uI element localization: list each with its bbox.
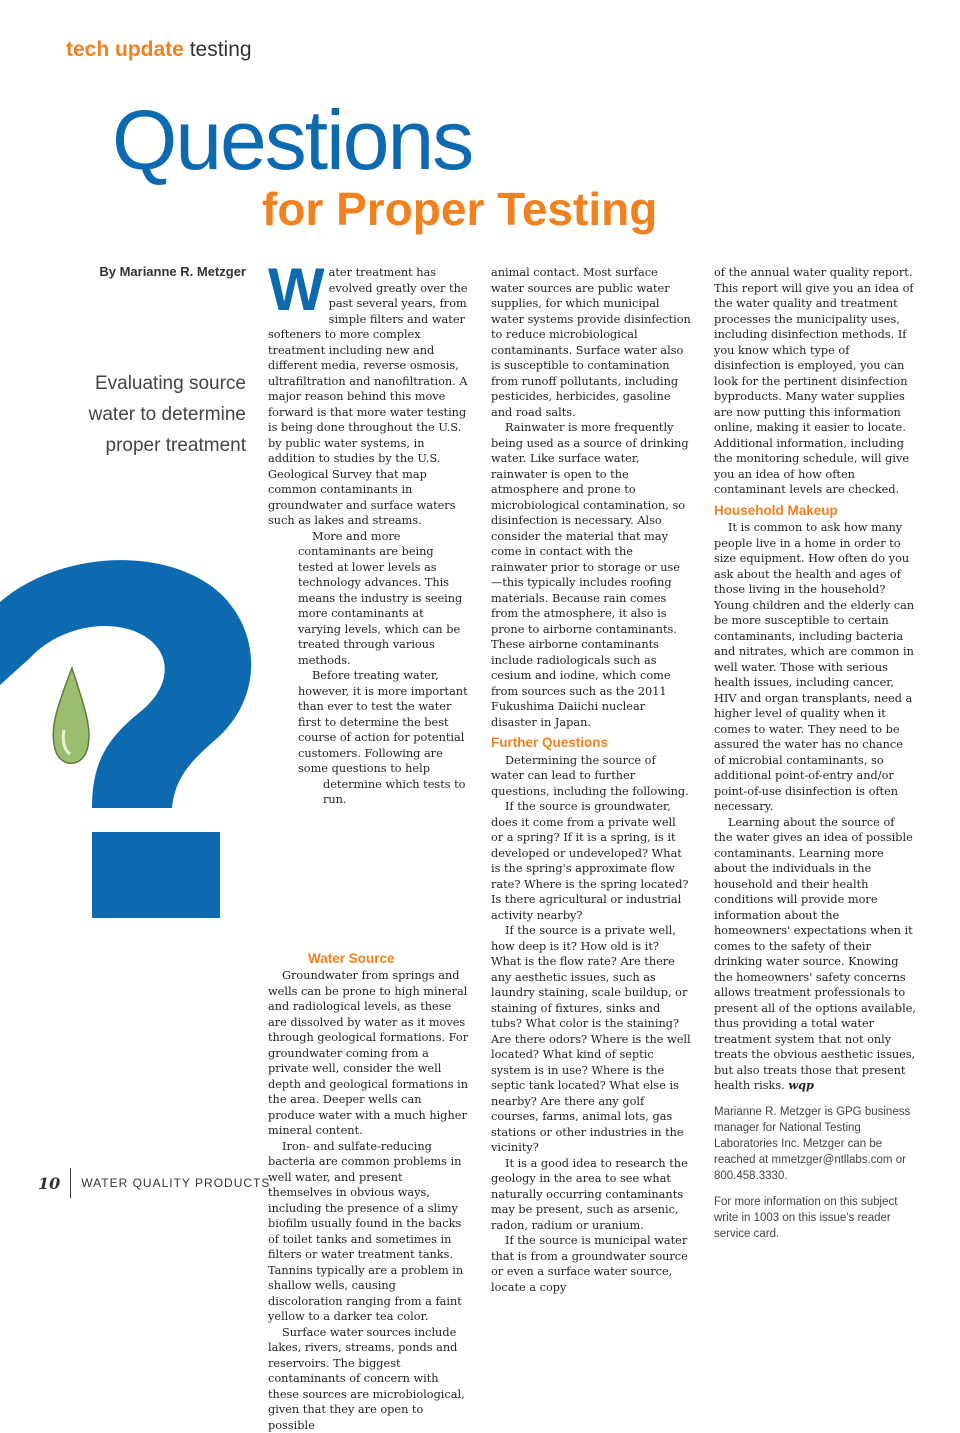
intro-paragraph: More and more contaminants are being tested at lower levels as technology advances. This means the industry is seeing more contaminants at varying levels, which can be treated through various methods.: [268, 529, 470, 669]
body-paragraph: If the source is a private well, how deep is it? How old is it? What is the flow rate? Are there any aesthetic issues, such as laundry staining, scale buildup, or staining of fixtures, sinks and tubs? What color is the staining? Are there odors? Where is the well located? What kind of septic system is in use? Where is the septic tank located? What else is nearby? Are there any golf courses, farms, animal lots, gas stations or other industries in the vicinity?: [491, 923, 691, 1156]
intro-paragraph: ater treatment has evolved greatly over the past several years, from simple filters and water softeners to more complex treatment including new and different media, reverse osmosis, ultrafiltration and nanofiltration. A major reason behind this move forward is that more water testing is being done throughout the U.S. by public water systems, in addition to studies by the U.S. Geological Survey that map common contaminants in groundwater and surface waters such as lakes and streams.: [268, 265, 470, 529]
magazine-name: WATER QUALITY PRODUCTS: [81, 1176, 270, 1190]
byline: By Marianne R. Metzger: [90, 264, 246, 279]
intro-paragraph: Before treating water, however, it is more important than ever to test the water first to determine the best course of action for potential customers. Following are some questions to help determine which tests to run.: [268, 668, 470, 808]
headline-main: Questions: [112, 98, 472, 182]
section-heading: Further Questions: [491, 735, 691, 751]
question-mark-water-drop-image: [0, 540, 260, 940]
section-kicker: [66, 38, 252, 62]
kicker-bold: tech update: [66, 38, 184, 61]
body-paragraph: Surface water sources include lakes, rivers, streams, ponds and reservoirs. The biggest contaminants of concern with these sources are microbiological, given that they are open to possible: [268, 1325, 470, 1433]
drop-cap: W: [268, 267, 325, 313]
article-column-3: [714, 265, 916, 1242]
body-paragraph: Groundwater from springs and wells can be prone to high mineral and radiological levels, as these are dissolved by water as it moves through geological formations. For groundwater coming from a private well, consider the well depth and geological formations in the area. Deeper wells can produce water with a much higher mineral content.: [268, 968, 470, 1139]
question-mark-dot: [92, 832, 220, 918]
question-mark-hook: [0, 560, 251, 808]
body-paragraph: Iron- and sulfate-reducing bacteria are common problems in well water, and present themselves in obvious ways, including the presence of a slimy biofilm usually found in the backs of toilet tanks and sometimes in filters or water treatment tanks. Tannins typically are a problem in shallow wells, causing discoloration ranging from a faint yellow to a darker tea color.: [268, 1139, 470, 1325]
author-bio: Marianne R. Metzger is GPG business manager for National Testing Laboratories Inc. Metzger can be reached at mmetzger@ntllabs.com or 800.458.3330.: [714, 1104, 916, 1184]
kicker-rest: testing: [184, 38, 252, 61]
body-text: Learning about the source of the water gives an idea of possible contaminants. Learning more about the individuals in the household and their health conditions will provide more information about the homeowners' expectations when it comes to the safety of their drinking water source. Knowing the homeowners' safety concerns allows treatment professionals to present all of the options available, thus providing a total water treatment system that not only treats the obvious aesthetic issues, but also treats those that present health risks.: [714, 816, 916, 1093]
article-column-2: [491, 265, 691, 1295]
body-paragraph: of the annual water quality report. This report will give you an idea of the water quality and treatment processes the municipality uses, including disinfection methods. If you know which type of disinfection is employed, you can look for the pertinent disinfection byproducts. Many water supplies are now putting this information online, making it easier to locate. Additional information, including the monitoring schedule, will give you an idea of how often contaminant levels are checked.: [714, 265, 916, 498]
body-paragraph: [714, 815, 916, 1094]
article-column-1: [268, 265, 470, 1433]
headline-sub: for Proper Testing: [262, 186, 657, 232]
page-number: 10: [38, 1174, 60, 1193]
body-paragraph: animal contact. Most surface water sources are public water supplies, for which municipal water systems provide disinfection to reduce microbiological contaminants. Surface water also is susceptible to contamination from runoff pollutants, including pesticides, herbicides, gasoline and road salts.: [491, 265, 691, 420]
body-paragraph: Rainwater is more frequently being used as a source of drinking water. Like surface water, rainwater is open to the atmosphere and prone to microbiological contamination, so disinfection is necessary. Also consider the material that may come in contact with the rainwater prior to storage or use—this typically includes roofing materials. Because rain comes from the atmosphere, it also is prone to airborne contaminants. These airborne contaminants include radiologicals such as cesium and iodine, which come from sources such as the 2011 Fukushima Daiichi nuclear disaster in Japan.: [491, 420, 691, 730]
body-paragraph: It is a good idea to research the geology in the area to see what naturally occurring contaminants may be present, such as arsenic, radon, radium or uranium.: [491, 1156, 691, 1234]
reader-service-note: For more information on this subject write in 1003 on this issue's reader service card.: [714, 1194, 916, 1242]
water-drop: [53, 668, 89, 763]
page-footer: [38, 1168, 270, 1198]
body-paragraph: If the source is groundwater, does it come from a private well or a spring? If it is a spring, is it developed or undeveloped? What is the spring's approximate flow rate? Where is the spring located? Is there agricultural or industrial activity nearby?: [491, 799, 691, 923]
section-heading: Household Makeup: [714, 503, 916, 519]
footer-divider: [70, 1168, 71, 1198]
body-paragraph: Determining the source of water can lead to further questions, including the following.: [491, 753, 691, 800]
body-paragraph: It is common to ask how many people live in a home in order to size equipment. How often do you ask about the health and ages of those living in the household? Young children and the elderly can be more susceptible to certain contaminants, including bacteria and nitrates, which are common in well water. Those with serious health issues, including cancer, HIV and organ transplants, need a higher level of quality when it comes to water. They need to be assured the water has no chance of microbial contaminants, so additional point-of-entry and/or point-of-use disinfection is often necessary.: [714, 520, 916, 815]
end-mark: wqp: [788, 1078, 814, 1092]
section-heading: Water Source: [308, 951, 470, 967]
body-paragraph: If the source is municipal water that is from a groundwater source or even a surface water source, locate a copy: [491, 1233, 691, 1295]
deck-text: Evaluating source water to determine proper treatment: [60, 368, 246, 461]
